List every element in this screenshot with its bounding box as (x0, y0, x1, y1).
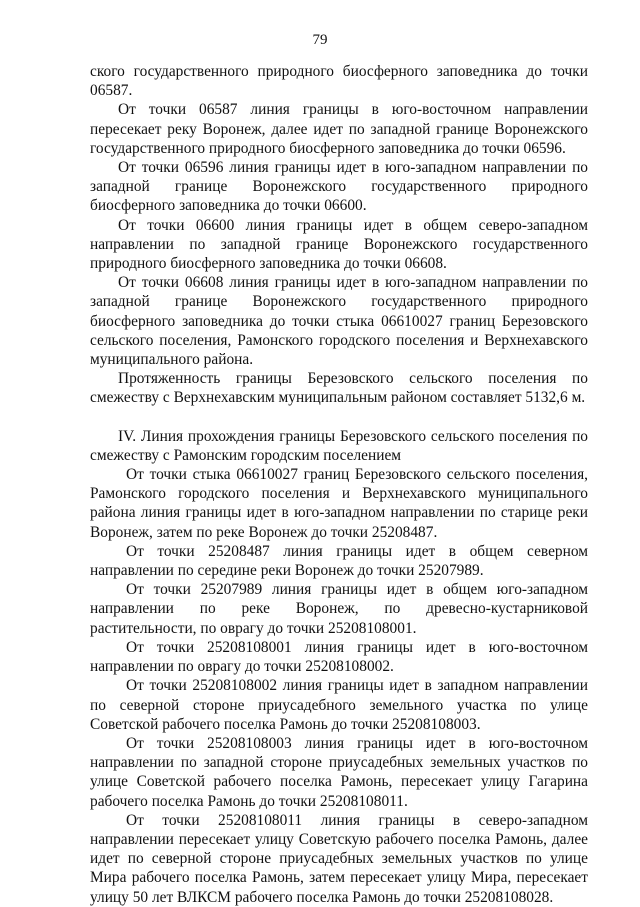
paragraph-point-25208108001: От точки 25208108001 линия границы идет в юго-восточном направлении по оврагу до точки 25208108002. (90, 638, 588, 676)
paragraph-point-06608: От точки 06608 линия границы идет в юго-западном направлении по западной границе Воронежского государственного природного биосферного заповедника до точки стыка 06610027 границ Березовского сельского поселения, Рамонского городского поселения и Верхнехавского муниципального района. (90, 274, 588, 369)
paragraph-point-25207989: От точки 25207989 линия границы идет в общем юго-западном направлении по реке Воронеж, по древесно-кустарниковой растительности, по оврагу до точки 25208108001. (90, 581, 588, 637)
paragraph-point-25208108003: От точки 25208108003 линия границы идет в юго-восточном направлении по западной стороне приусадебных земельных участков по улице Советской рабочего поселка Рамонь, пересекает улицу Гагарина рабочего поселка Рамонь до точки 25208108011. (90, 734, 588, 810)
paragraph-point-25208108011: От точки 25208108011 линия границы в северо-западном направлении пересекает улицу Советскую рабочего поселка Рамонь, далее идет по северной стороне приусадебных земельных участков по улице Мира рабочего поселка Рамонь, затем пересекает улицу Мира, пересекает улицу 50 лет ВЛКСМ рабочего поселка Рамонь до точки 25208108028. (90, 811, 588, 906)
paragraph-point-25208487: От точки 25208487 линия границы идет в общем северном направлении по середине реки Воронеж до точки 25207989. (90, 542, 588, 580)
paragraph-point-06600: От точки 06600 линия границы идет в общем северо-западном направлении по западной границе Воронежского государственного природного биосферного заповедника до точки 06608. (90, 216, 588, 273)
paragraph-point-06610027: От точки стыка 06610027 границ Березовского сельского поселения, Рамонского городского поселения и Верхнехавского муниципального района линия границы идет в юго-западном направлении по старице реки Воронеж, затем по реке Воронеж до точки 25208487. (90, 466, 588, 541)
page-number: 79 (312, 32, 328, 48)
paragraph-continuation: ского государственного природного биосферного заповедника до точки 06587. (90, 63, 588, 100)
section-heading: IV. Линия прохождения границы Березовского сельского поселения по смежеству с Рамонским городским поселением (90, 427, 588, 464)
paragraph-point-25208108002: От точки 25208108002 линия границы идет в западном направлении по северной стороне приусадебного земельного участка по улице Советской рабочего поселка Рамонь до точки 25208108003. (90, 677, 588, 733)
paragraph-point-06596: От точки 06596 линия границы идет в юго-западном направлении по западной границе Воронежского государственного природного биосферного заповедника до точки 06600. (90, 159, 588, 215)
document-body (90, 62, 588, 907)
paragraph-boundary-length: Протяженность границы Березовского сельского поселения по смежеству с Верхнехавским муниципальным районом составляет 5132,6 м. (90, 370, 588, 407)
paragraph-point-06587: От точки 06587 линия границы в юго-восточном направлении пересекает реку Воронеж, далее идет по западной границе Воронежского государственного природного биосферного заповедника до точки 06596. (90, 101, 588, 157)
